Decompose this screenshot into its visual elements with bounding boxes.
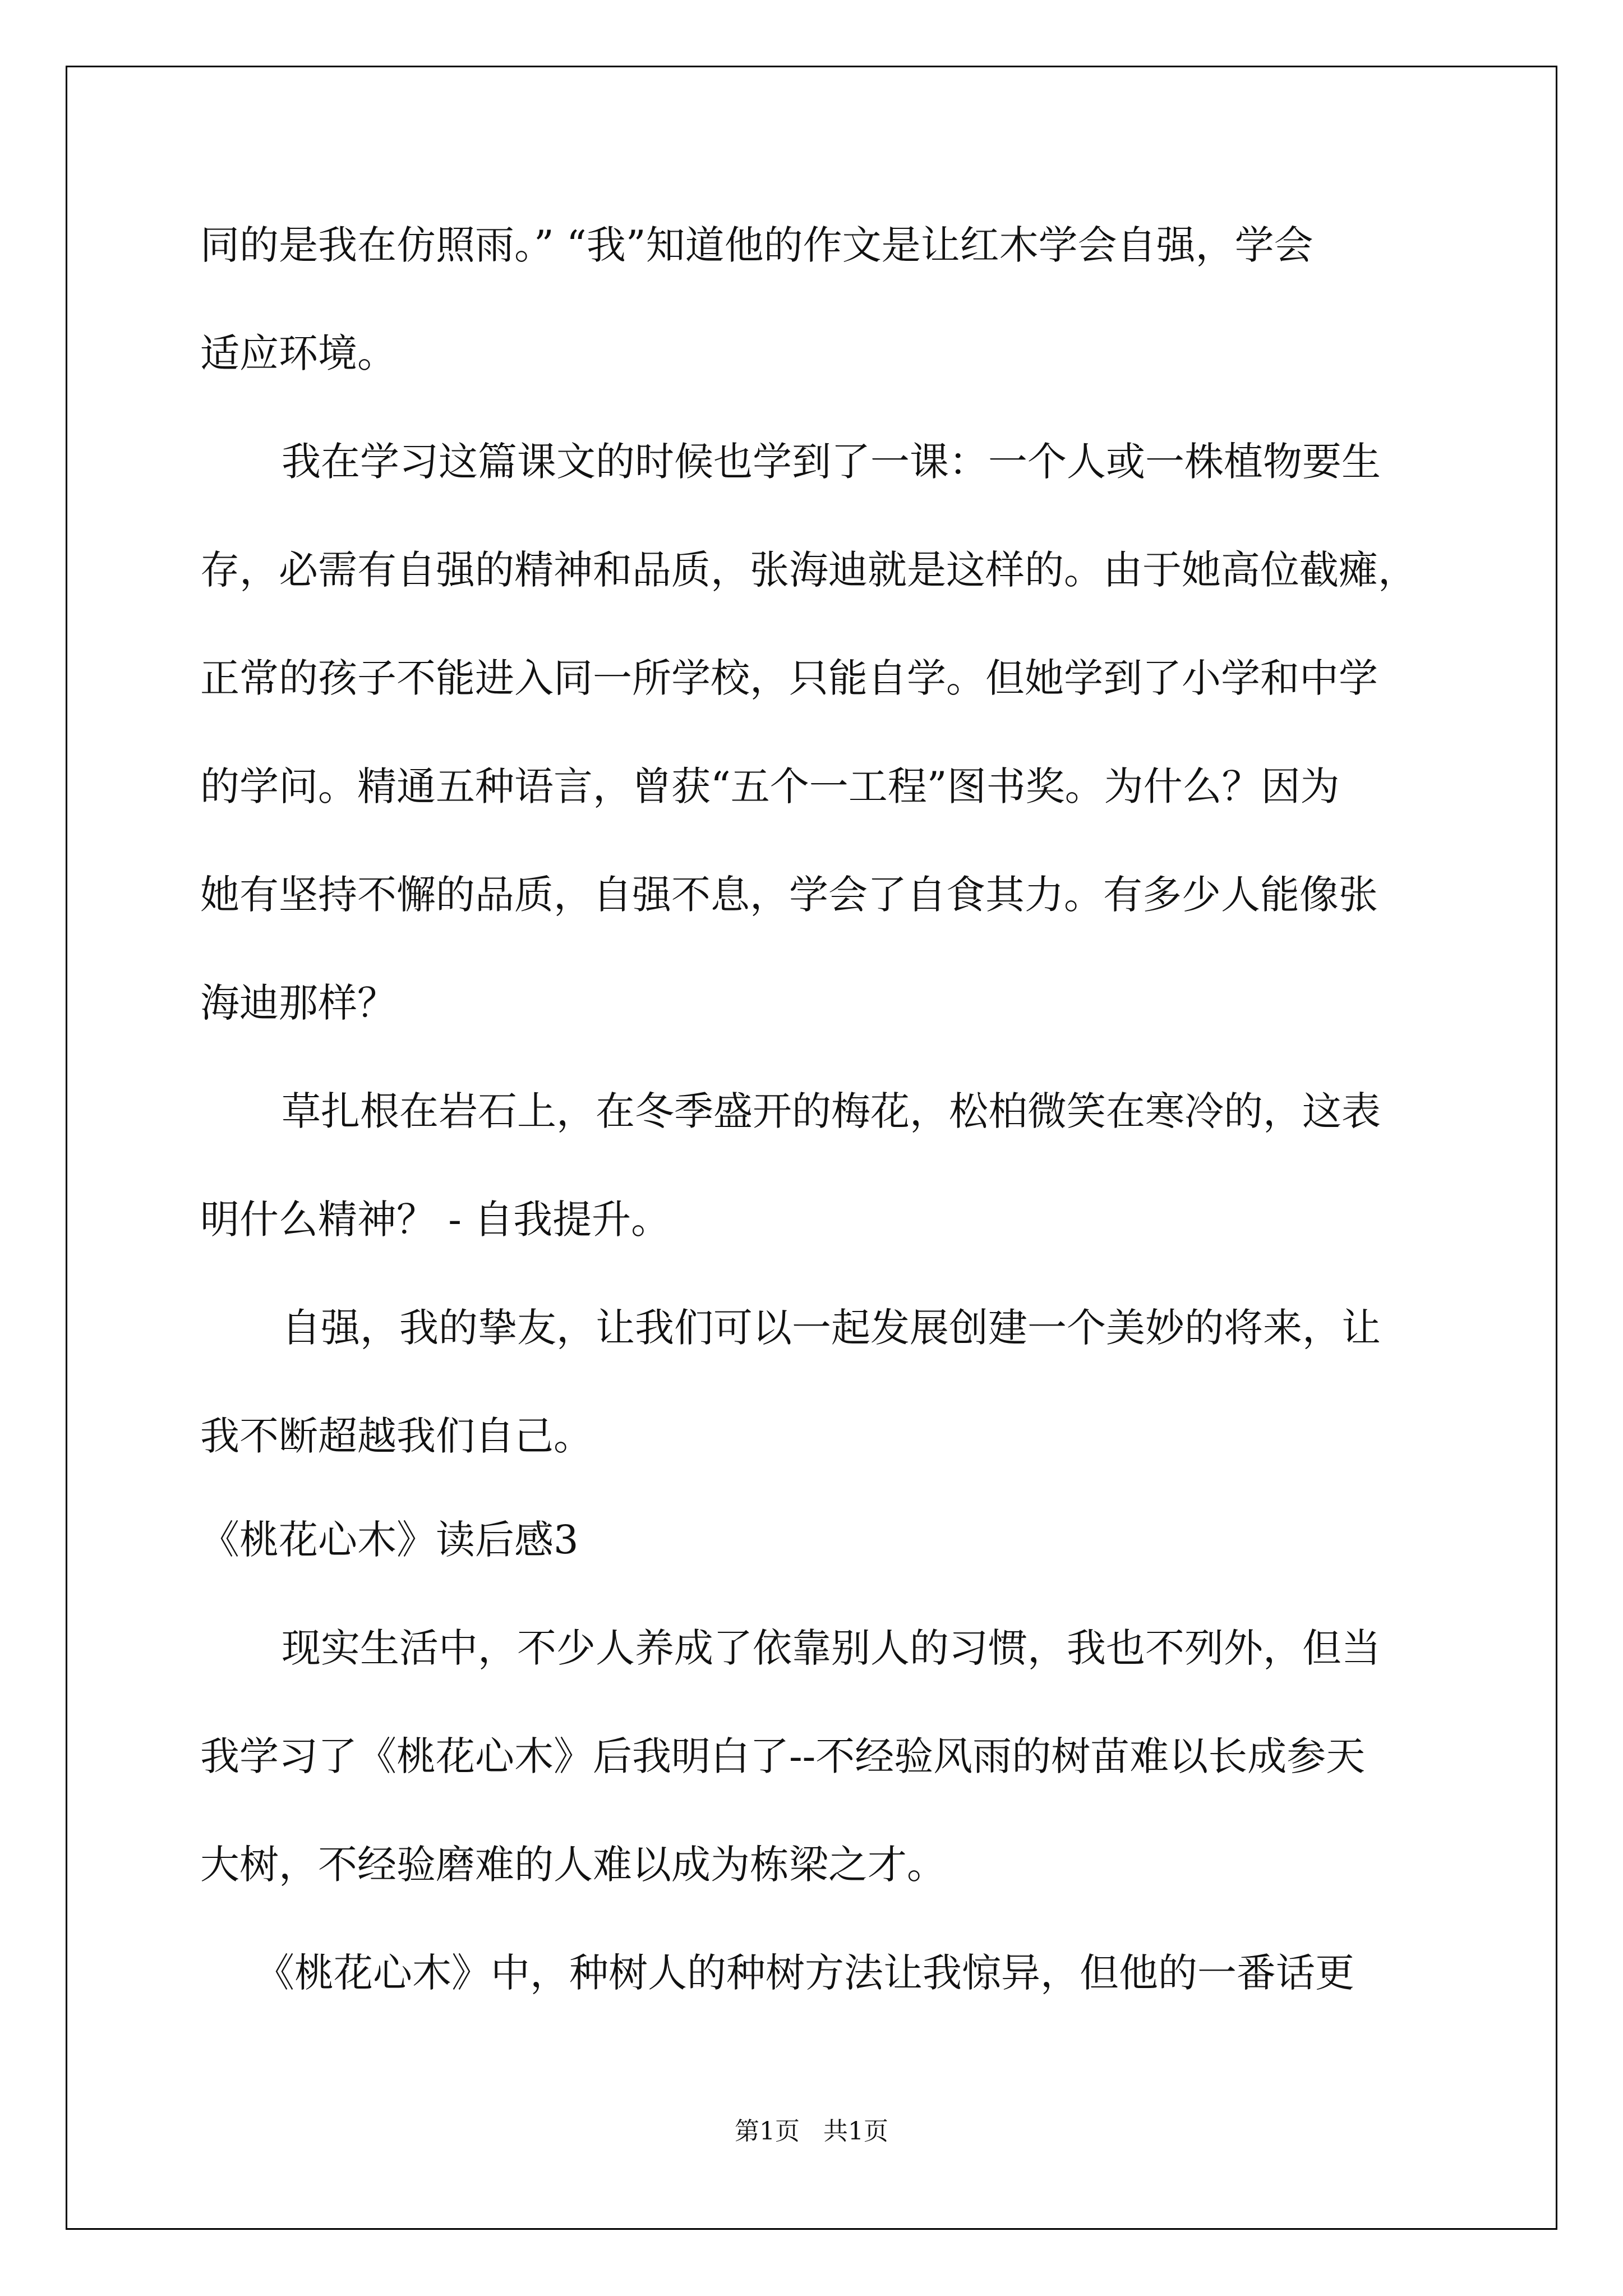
page-footer: 第1页 共1页 [735,2117,888,2146]
text-line-14: 现实生活中，不少人养成了依靠别人的习惯，我也不列外，但当 [282,1625,1381,1671]
section-title: 《桃花心木》读后感3 [200,1517,579,1563]
text-line-10: 明什么精神？ - 自我提升。 [200,1197,671,1243]
text-line-11: 自强，我的挚友，让我们可以一起发展创建一个美妙的将来，让 [282,1305,1381,1351]
text-line-12: 我不断超越我们自己。 [200,1413,593,1459]
text-line-15: 我学习了《桃花心木》后我明白了--不经验风雨的树苗难以长成参天 [200,1733,1366,1779]
text-line-3: 我在学习这篇课文的时候也学到了一课：一个人或一株植物要生 [282,439,1381,485]
text-line-7: 她有坚持不懈的品质，自强不息，学会了自食其力。有多少人能像张 [200,872,1378,918]
text-line-6: 的学问。精通五种语言，曾获“五个一工程”图书奖。为什么？因为 [200,763,1340,809]
text-line-16: 大树，不经验磨难的人难以成为栋梁之才。 [200,1842,946,1888]
text-line-9: 草扎根在岩石上，在冬季盛开的梅花，松柏微笑在寒冷的，这表 [282,1088,1381,1134]
page-border [66,66,1557,2230]
text-line-5: 正常的孩子不能进入同一所学校，只能自学。但她学到了小学和中学 [200,655,1378,701]
text-line-8: 海迪那样？ [200,980,396,1026]
text-line-17: 《桃花心木》中，种树人的种树方法让我惊异，但他的一番话更 [255,1950,1354,1996]
text-line-1: 同的是我在仿照雨。” “我”知道他的作文是让红木学会自强，学会 [200,222,1313,268]
text-line-4: 存，必需有自强的精神和品质，张海迪就是这样的。由于她高位截瘫， [200,547,1417,593]
text-line-2: 适应环境。 [200,330,396,376]
